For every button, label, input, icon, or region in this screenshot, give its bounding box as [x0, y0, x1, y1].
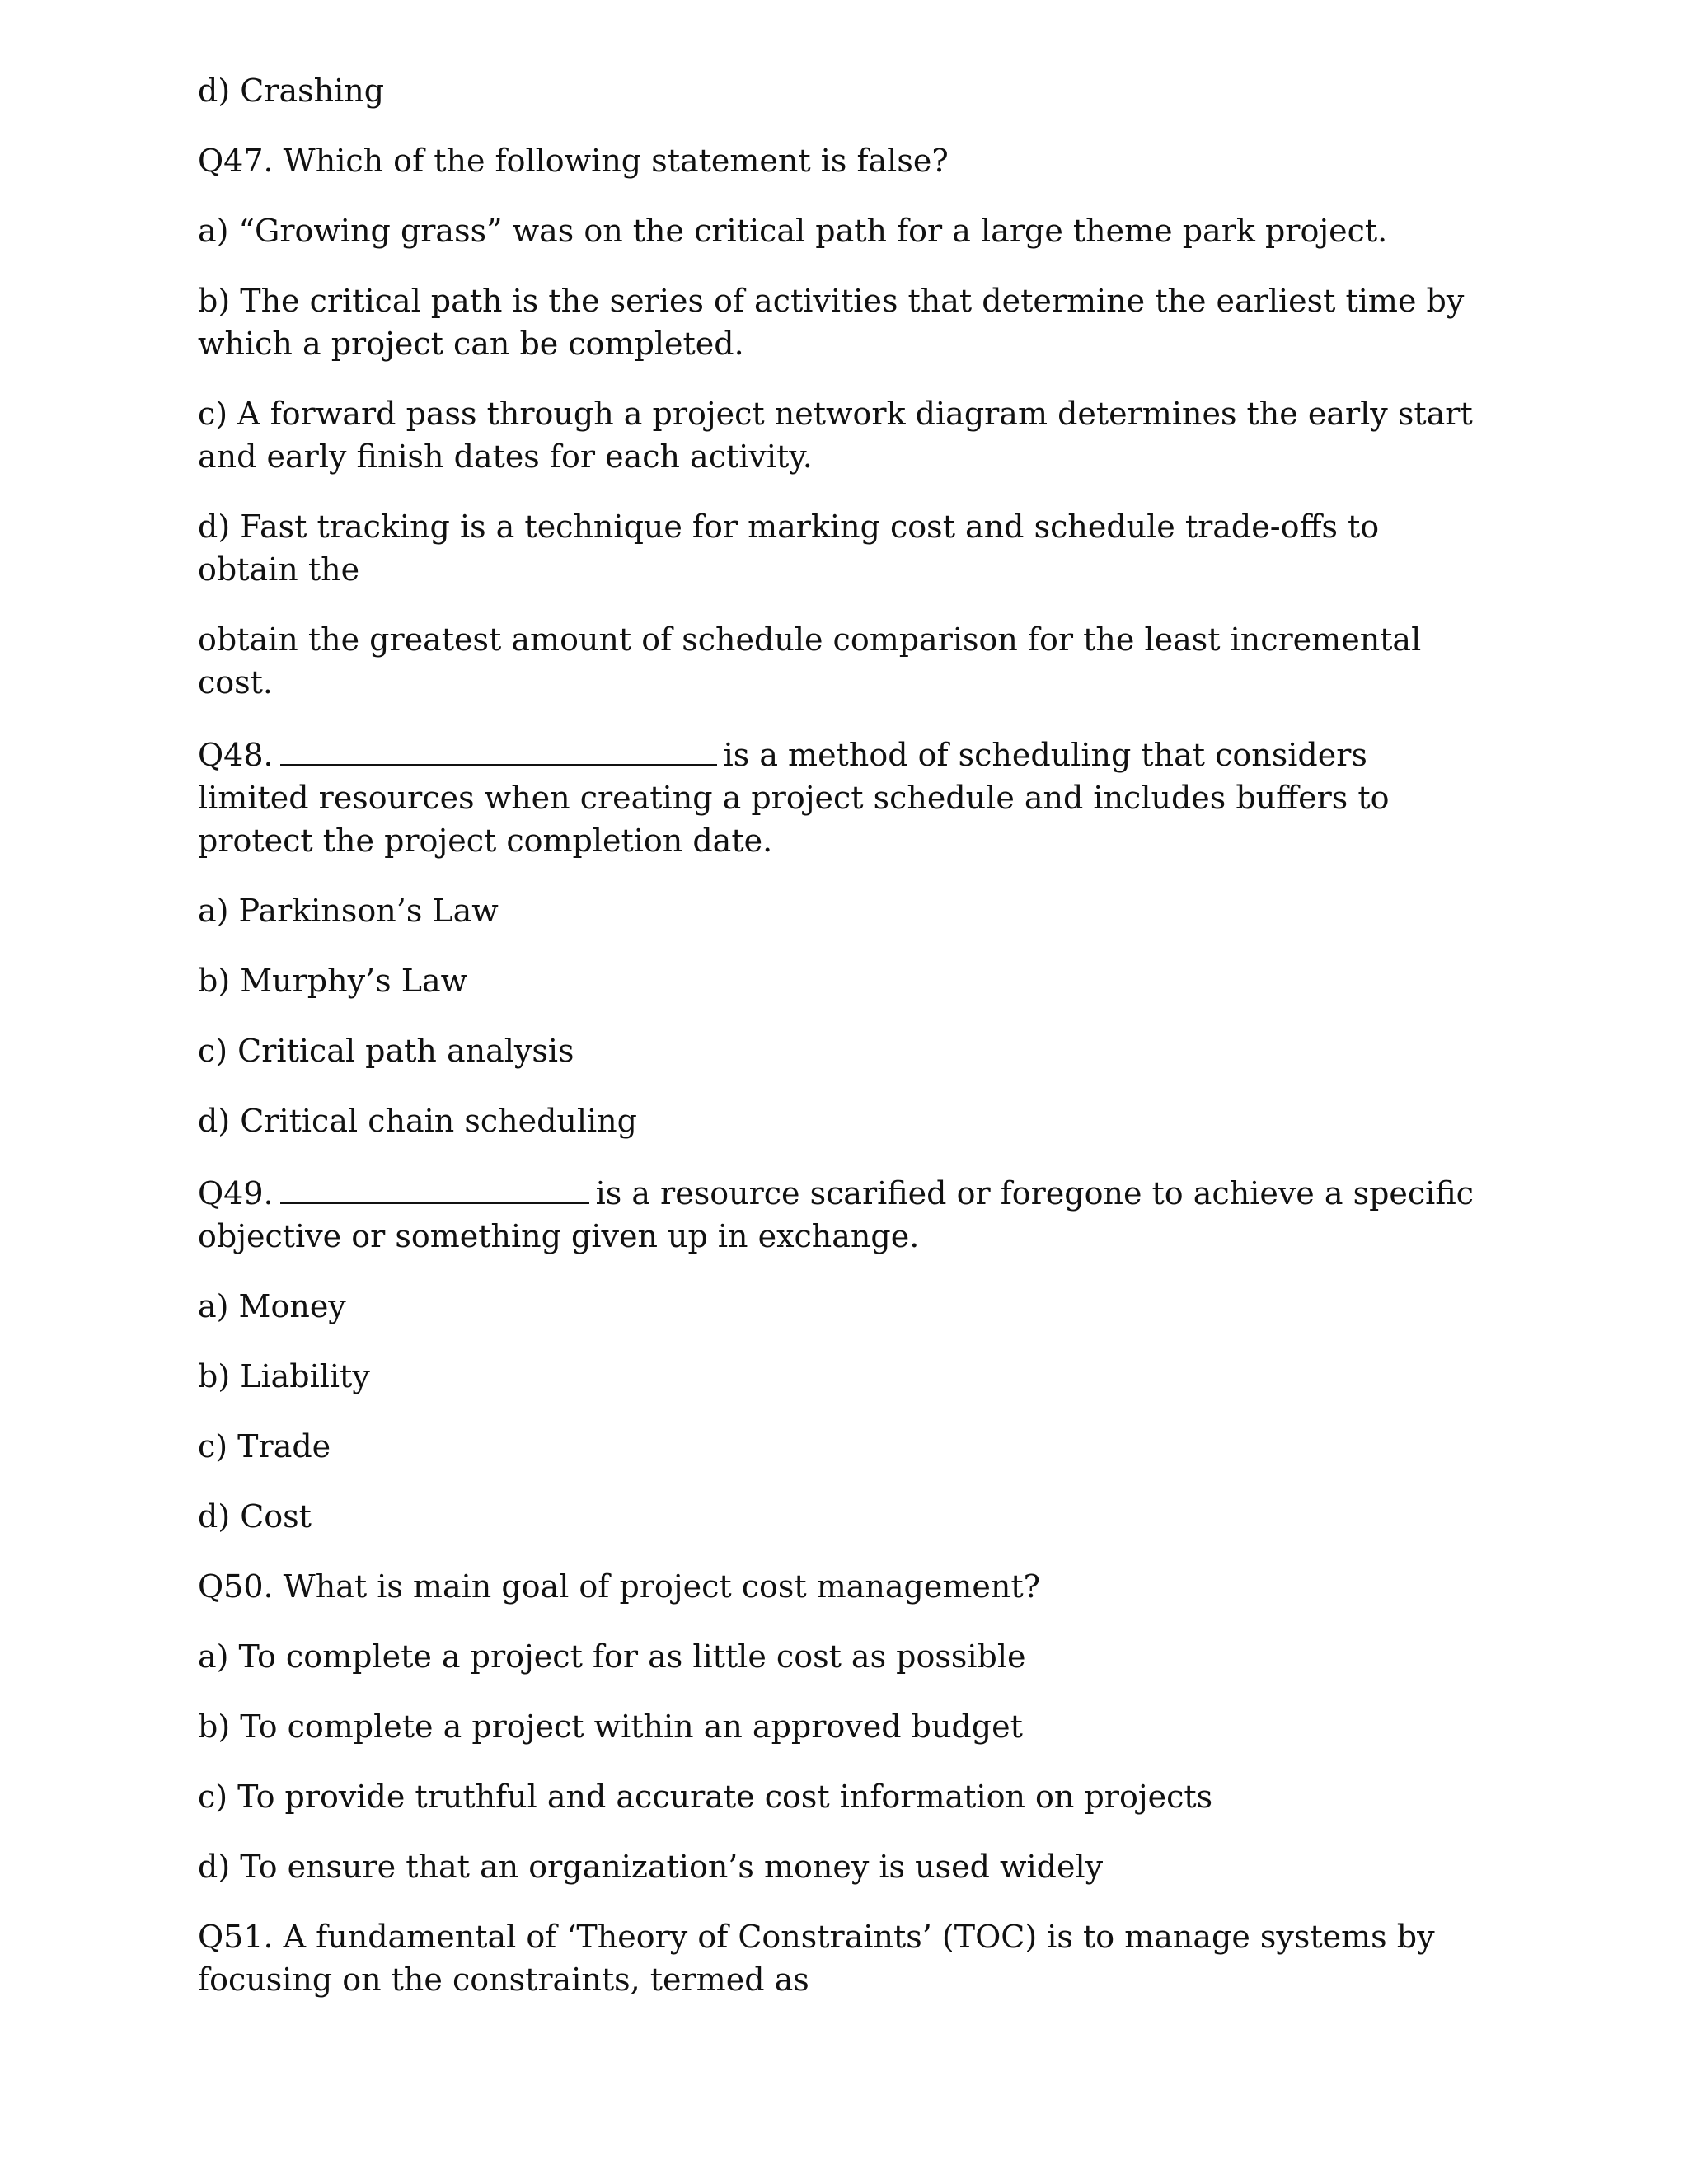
q49-text: is a resource scarified or foregone to achieve a specific objective or something given up in exchange. [198, 1175, 1474, 1254]
q49-option-c: c) Trade [198, 1428, 331, 1465]
document-page [198, 69, 1484, 2028]
q50-question: Q50. What is main goal of project cost management? [198, 1568, 1040, 1605]
q47-option-b: b) The critical path is the series of activities that determine the earliest time by which a project can be completed. [198, 283, 1465, 362]
q47-question: Q47. Which of the following statement is false? [198, 143, 949, 179]
q50-option-d: d) To ensure that an organization’s money is used widely [198, 1849, 1104, 1885]
q50-option-b: b) To complete a project within an approved budget [198, 1708, 1023, 1745]
q49-option-d: d) Cost [198, 1498, 312, 1535]
q47-option-d-line2: obtain the greatest amount of schedule comparison for the least incremental cost. [198, 621, 1422, 701]
q48-text: is a method of scheduling that considers limited resources when creating a project schedule and includes buffers to protect the project completion date. [198, 737, 1390, 859]
q51-question: Q51. A fundamental of ‘Theory of Constraints’ (TOC) is to manage systems by focusing on the constraints, termed as [198, 1919, 1435, 1998]
q48-option-c: c) Critical path analysis [198, 1033, 574, 1069]
q49-number: Q49. [198, 1175, 274, 1212]
q47-option-c: c) A forward pass through a project network diagram determines the early start and early finish dates for each activity. [198, 396, 1473, 475]
q49-option-a: a) Money [198, 1288, 346, 1324]
q48-option-a: a) Parkinson’s Law [198, 893, 499, 929]
q50-option-a: a) To complete a project for as little cost as possible [198, 1638, 1026, 1675]
q46-option-d: d) Crashing [198, 73, 385, 109]
q48-option-b: b) Murphy’s Law [198, 963, 468, 999]
q49-question [198, 1169, 1484, 1258]
q49-option-b: b) Liability [198, 1358, 370, 1394]
q49-answer-blank [280, 1169, 589, 1204]
q48-question [198, 731, 1484, 862]
q50-option-c: c) To provide truthful and accurate cost information on projects [198, 1779, 1213, 1815]
q48-option-d: d) Critical chain scheduling [198, 1103, 637, 1139]
q48-answer-blank [280, 731, 717, 766]
q47-option-d-line1: d) Fast tracking is a technique for marking cost and schedule trade-offs to obtain the [198, 509, 1380, 588]
q48-number: Q48. [198, 737, 274, 773]
q47-option-a: a) “Growing grass” was on the critical path for a large theme park project. [198, 213, 1388, 249]
